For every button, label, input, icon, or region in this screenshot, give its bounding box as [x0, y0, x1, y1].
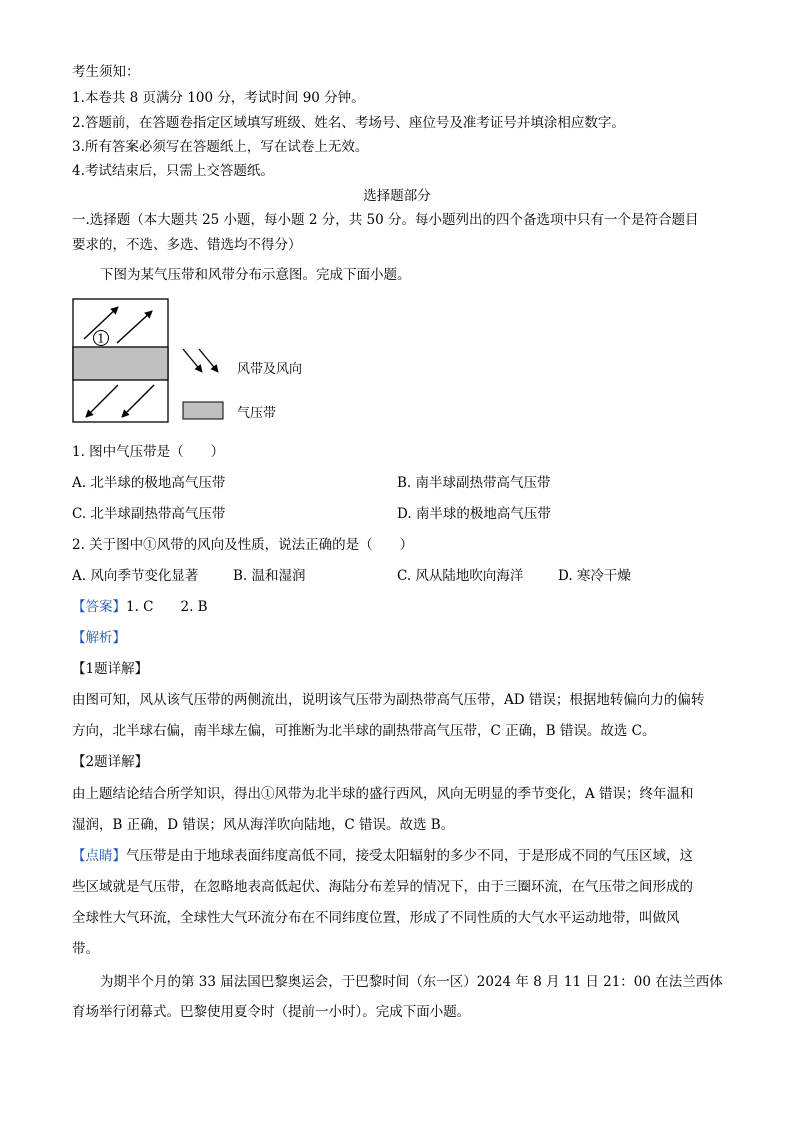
legend-wind-arrow — [183, 349, 202, 372]
point-line-2: 些区域就是气压带，在忽略地表高低起伏、海陆分布差异的情况下，由于三圈环流，在气压带之间形成的 — [72, 879, 693, 895]
part-one-line-1: 一.选择题（本大题共 25 小题，每小题 2 分，共 50 分。每小题列出的四个备选项中只有一个是符合题目 — [72, 212, 699, 228]
legend-pressure-swatch — [183, 402, 223, 419]
point-line-4: 带。 — [72, 941, 99, 957]
notice-title: 考生须知： — [72, 64, 140, 80]
question-2-stem: 2. 关于图中①风带的风向及性质，说法正确的是（ ） — [72, 537, 414, 553]
point-label: 【点睛】 — [72, 848, 126, 864]
detail-2-line-2: 湿润，B 正确，D 错误；风从海洋吹向陆地，C 错误。故选 B。 — [72, 817, 455, 833]
circle-label: 1 — [97, 331, 105, 346]
point-line-3: 全球性大气环流，全球性大气环流分布在不同纬度位置，形成了不同性质的大气水平运动地带，叫做风 — [72, 910, 680, 926]
answer-label: 【答案】 — [72, 599, 126, 615]
detail-1-line-1: 由图可知，风从该气压带的两侧流出，说明该气压带为副热带高气压带，AD 错误；根据地转偏向力的偏转 — [72, 692, 705, 708]
q1-option-a: A. 北半球的极地高气压带 — [72, 475, 226, 491]
pressure-belt — [73, 347, 168, 380]
detail-1-label: 【1题详解】 — [72, 661, 149, 677]
notice-item-2: 2.答题前，在答题卷指定区域填写班级、姓名、考场号、座位号及准考证号并填涂相应数字。 — [72, 115, 625, 131]
question-1-stem: 1. 图中气压带是（ ） — [72, 444, 225, 460]
notice-item-3: 3.所有答案必须写在答题纸上，写在试卷上无效。 — [72, 139, 369, 155]
q1-option-d: D. 南半球的极地高气压带 — [397, 506, 551, 522]
legend-wind-label: 风带及风向 — [237, 362, 303, 377]
q2-option-c: C. 风从陆地吹向海洋 — [397, 568, 524, 584]
point-text-1: 气压带是由于地球表面纬度高低不同，接受太阳辐射的多少不同，于是形成不同的气压区域，这 — [126, 848, 693, 864]
notice-item-4: 4.考试结束后，只需上交答题纸。 — [72, 163, 274, 179]
q1-option-c: C. 北半球副热带高气压带 — [72, 506, 226, 522]
q2-option-a: A. 风向季节变化显著 — [72, 568, 199, 584]
q2-option-b: B. 温和湿润 — [233, 568, 306, 584]
legend-wind-arrow — [199, 349, 218, 372]
notice-item-1: 1.本卷共 8 页满分 100 分，考试时间 90 分钟。 — [72, 90, 365, 106]
section-title: 选择题部分 — [363, 188, 431, 204]
detail-2-label: 【2题详解】 — [72, 754, 149, 770]
intro-paragraph-2-line-1: 为期半个月的第 33 届法国巴黎奥运会，于巴黎时间（东一区）2024 年 8 月 11 日 21：00 在法兰西体 — [100, 974, 723, 990]
legend-pressure-label: 气压带 — [237, 406, 277, 421]
q1-option-b: B. 南半球副热带高气压带 — [397, 475, 551, 491]
intro-paragraph-2-line-2: 育场举行闭幕式。巴黎使用夏令时（提前一小时）。完成下面小题。 — [72, 1004, 471, 1020]
q2-option-d: D. 寒冷干燥 — [558, 568, 631, 584]
part-one-line-2: 要求的，不选、多选、错选均不得分） — [72, 237, 302, 253]
answer-text: 1. C 2. B — [126, 599, 208, 615]
detail-1-line-2: 方向，北半球右偏，南半球左偏，可推断为北半球的副热带高气压带，C 正确，B 错误。故选 C。 — [72, 723, 656, 739]
point-line-1 — [72, 846, 693, 866]
intro-paragraph-1: 下图为某气压带和风带分布示意图。完成下面小题。 — [100, 267, 411, 283]
answer-line — [72, 597, 208, 617]
detail-2-line-1: 由上题结论结合所学知识，得出①风带为北半球的盛行西风，风向无明显的季节变化，A 错误；终年温和 — [72, 786, 694, 802]
analysis-label: 【解析】 — [72, 630, 126, 646]
